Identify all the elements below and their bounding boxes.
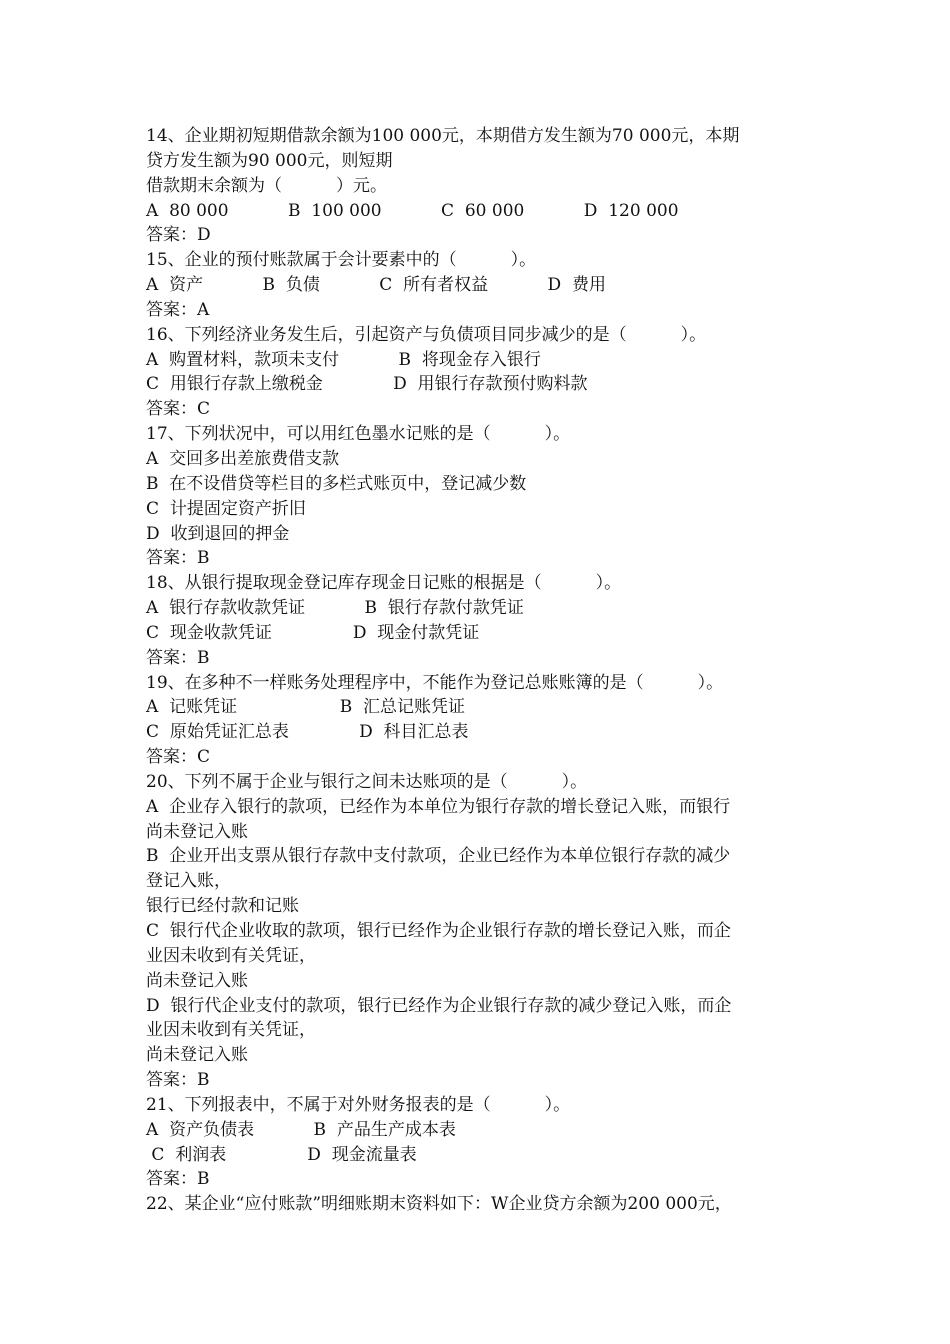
- text-line: D 银行代企业支付的款项，银行已经作为企业银行存款的减少登记入账，而企: [146, 995, 732, 1016]
- question-text-block: [146, 124, 836, 1217]
- text-line: A 80 000 B 100 000 C 60 000 D 120 000: [146, 200, 679, 221]
- text-line: A 企业存入银行的款项，已经作为本单位为银行存款的增长登记入账，而银行: [146, 796, 731, 817]
- text-line: 银行已经付款和记账: [146, 896, 299, 917]
- text-line: 20、下列不属于企业与银行之间未达账项的是（ ）。: [146, 771, 588, 792]
- text-line: 15、企业的预付账款属于会计要素中的（ ）。: [146, 250, 537, 271]
- text-line: 答案：C: [146, 747, 211, 768]
- text-line: 16、下列经济业务发生后，引起资产与负债项目同步减少的是（ ）。: [146, 324, 707, 345]
- text-line: 借款期末余额为（ ）元。: [146, 175, 388, 196]
- text-line: A 记账凭证 B 汇总记账凭证: [146, 697, 466, 718]
- text-line: C 原始凭证汇总表 D 科目汇总表: [146, 722, 469, 743]
- text-line: 22、某企业“应付账款”明细账期末资料如下：W企业贷方余额为200 000元，: [146, 1194, 732, 1215]
- text-line: A 资产负债表 B 产品生产成本表: [146, 1119, 456, 1140]
- text-line: 21、下列报表中，不属于对外财务报表的是（ ）。: [146, 1094, 571, 1115]
- text-line: A 银行存款收款凭证 B 银行存款付款凭证: [146, 598, 524, 619]
- text-line: B 在不设借贷等栏目的多栏式账页中，登记减少数: [146, 473, 527, 494]
- text-line: 答案：B: [146, 647, 210, 668]
- text-line: 业因未收到有关凭证，: [146, 945, 316, 966]
- text-line: A 购置材料，款项未支付 B 将现金存入银行: [146, 349, 541, 370]
- text-line: 答案：B: [146, 548, 210, 569]
- text-line: 贷方发生额为90 000元，则短期: [146, 150, 393, 171]
- text-line: D 收到退回的押金: [146, 523, 290, 544]
- text-line: C 用银行存款上缴税金 D 用银行存款预付购料款: [146, 374, 588, 395]
- text-line: 18、从银行提取现金登记库存现金日记账的根据是（ ）。: [146, 573, 622, 594]
- text-line: 尚未登记入账: [146, 821, 248, 842]
- text-line: 答案：B: [146, 1169, 210, 1190]
- text-line: A 资产 B 负债 C 所有者权益 D 费用: [146, 275, 606, 296]
- text-line: 答案：D: [146, 225, 211, 246]
- text-line: C 现金收款凭证 D 现金付款凭证: [146, 622, 480, 643]
- text-line: C 计提固定资产折旧: [146, 498, 306, 519]
- text-line: B 企业开出支票从银行存款中支付款项，企业已经作为本单位银行存款的减少: [146, 846, 731, 867]
- text-line: 尚未登记入账: [146, 970, 248, 991]
- text-line: 19、在多种不一样账务处理程序中，不能作为登记总账账簿的是（ ）。: [146, 672, 724, 693]
- text-line: 答案：B: [146, 1070, 210, 1091]
- text-line: 业因未收到有关凭证，: [146, 1020, 316, 1041]
- text-line: 答案：A: [146, 299, 210, 320]
- text-line: 登记入账，: [146, 871, 231, 892]
- text-line: C 银行代企业收取的款项，银行已经作为企业银行存款的增长登记入账，而企: [146, 921, 731, 941]
- text-line: 尚未登记入账: [146, 1045, 248, 1066]
- text-line: 17、下列状况中，可以用红色墨水记账的是（ ）。: [146, 424, 571, 445]
- text-line: 14、企业期初短期借款余额为100 000元，本期借方发生额为70 000元，本期: [146, 126, 740, 146]
- text-line: C 利润表 D 现金流量表: [146, 1144, 417, 1165]
- text-line: 答案：C: [146, 399, 211, 420]
- text-line: A 交回多出差旅费借支款: [146, 448, 340, 469]
